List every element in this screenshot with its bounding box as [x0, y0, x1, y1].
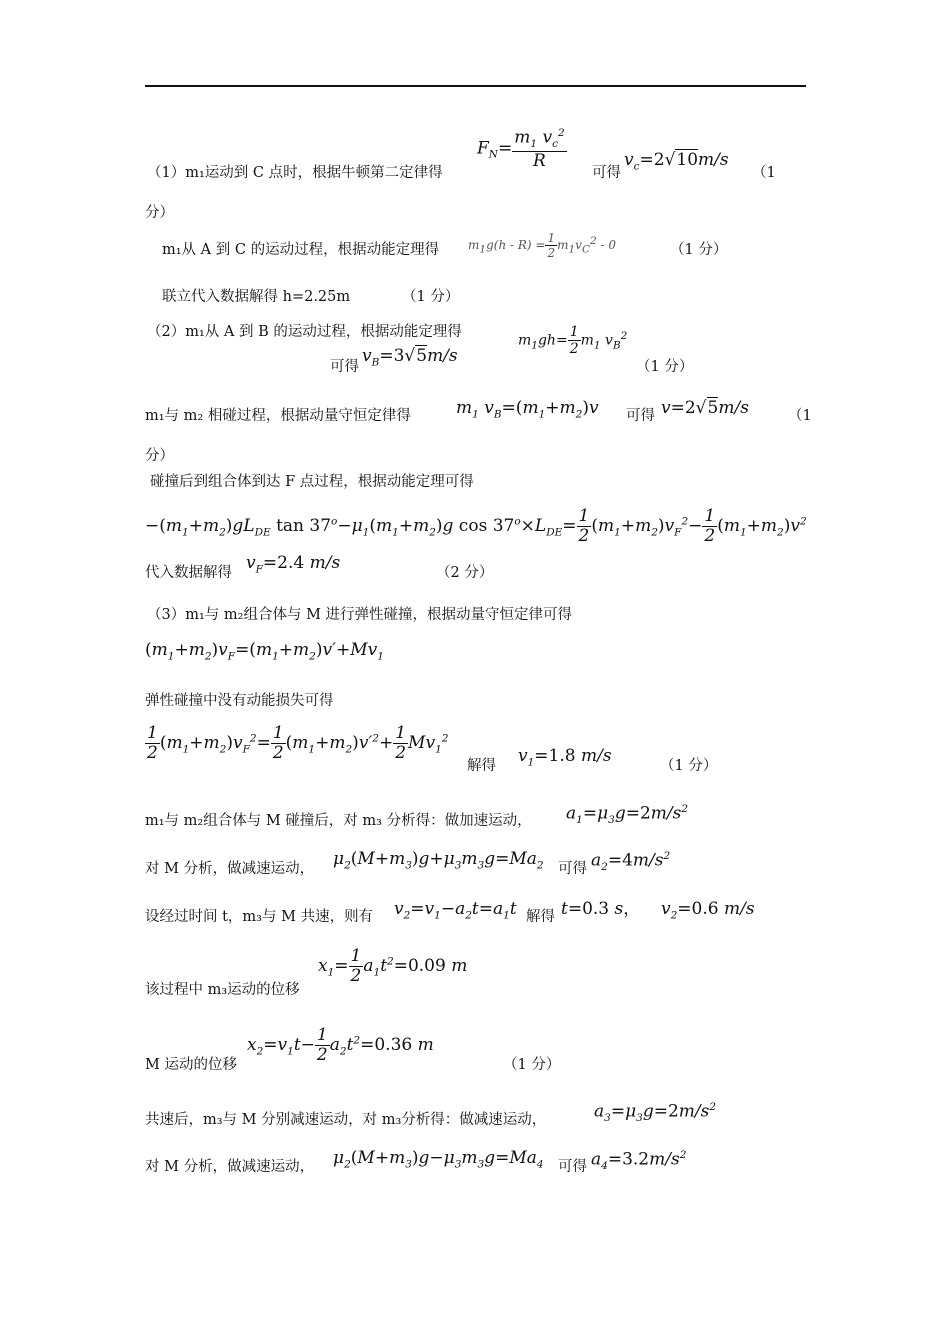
- s3-line1-text: （3）m₁与 m₂组合体与 M 进行弹性碰撞，根据动量守恒定律可得: [147, 607, 573, 623]
- s3-eq-m-analysis-2: $\mu_2(M+m_3)g-\mu_3m_3g=Ma_4$: [333, 1148, 544, 1171]
- s2-line2-text: m₁与 m₂ 相碰过程，根据动量守恒定律得: [145, 408, 411, 424]
- s3-eq-a1: $a_1=\mu_3g=2m/s^2$: [566, 803, 689, 827]
- s2-line1-text: （2）m₁从 A 到 B 的运动过程，根据动能定理得: [147, 324, 462, 340]
- s3-line5-then: 解得: [526, 909, 555, 925]
- s1-line1-text: （1）m₁运动到 C 点时，根据牛顿第二定律得: [147, 165, 443, 181]
- s3-eq-v1: $v_1=1.8$ m/s: [518, 746, 612, 769]
- s3-eq-a4: $a_4=3.2m/s^2$: [591, 1149, 687, 1173]
- s2-eq-energy-ab: $m_1gh=$ $\frac{1}{2}$ $m_1$ $v_B^2$: [518, 324, 628, 357]
- s2-line4-text: 代入数据解得: [145, 565, 232, 581]
- s2-eq-vf: $v_F=2.4$ m/s: [246, 553, 341, 576]
- s2-eq-v: v=2√5m/s: [661, 398, 749, 418]
- s3-eq-a3: $a_3=\mu_3g=2m/s^2$: [594, 1101, 717, 1125]
- s2-line3-text: 碰撞后到组合体到达 F 点过程，根据动能定理可得: [150, 474, 474, 490]
- s3-eq-common-speed: $v_2=v_1-a_2t=a_1t$: [394, 899, 517, 922]
- header-rule: [145, 85, 806, 87]
- s2-line1-then: 可得: [330, 359, 359, 375]
- s1-line1-cont: 分）: [145, 205, 174, 221]
- s3-eq-v2: $v_2=0.6$ m/s: [661, 899, 755, 922]
- s3-eq-a2: $a_2=4m/s^2$: [591, 850, 671, 874]
- s3-line2-then: 解得: [467, 758, 496, 774]
- s3-line8-text: 共速后，m₃与 M 分别减速运动，对 m₃分析得：做减速运动，: [145, 1112, 547, 1128]
- s3-eq-m-analysis-1: $\mu_2(M+m_3)g+\mu_3m_3g=Ma_2$: [333, 849, 544, 872]
- s3-eq-momentum: $(m_1+m_2)v_F=(m_1+m_2)v'+Mv_1$: [145, 640, 384, 663]
- s3-line7-text: M 运动的位移: [145, 1057, 237, 1073]
- s2-line2-score: （1: [788, 408, 812, 424]
- s3-line9-text: 对 M 分析，做减速运动，: [145, 1159, 315, 1175]
- s2-line2-then: 可得: [626, 408, 655, 424]
- s1-eq-vc: $v_c=2√10m/s$: [624, 150, 729, 173]
- s3-line9-then: 可得: [558, 1159, 587, 1175]
- s3-line3-text: m₁与 m₂组合体与 M 碰撞后，对 m₃ 分析得：做加速运动，: [145, 813, 532, 829]
- s1-line2-text: m₁从 A 到 C 的运动过程，根据动能定理得: [162, 242, 440, 258]
- s3-line4-text: 对 M 分析，做减速运动，: [145, 861, 315, 877]
- s2-line1-score: （1 分）: [636, 359, 694, 375]
- s3-eq-x1: $x_1=$ $\frac{1}{2}$ $a_1t^2=0.09$ m: [318, 946, 468, 986]
- s3-line7-score: （1 分）: [503, 1057, 561, 1073]
- s2-eq-vb: $v_B=3√5m/s$: [362, 346, 458, 369]
- s1-line3-score: （1 分）: [402, 289, 460, 305]
- s1-line3-text: 联立代入数据解得 h=2.25m: [162, 289, 351, 305]
- s3-line5-text: 设经过时间 t，m₃与 M 共速，则有: [145, 909, 374, 925]
- s1-eq-energy: $m_1g(h - R)$ = $\frac{1}{2}$ $m_1v_C^2 - 0$: [468, 231, 617, 260]
- s2-line4-score: （2 分）: [436, 565, 494, 581]
- s2-eq-momentum: $m_1$ $v_B=(m_1+m_2)v$: [456, 398, 599, 421]
- s3-line6-text: 该过程中 m₃运动的位移: [145, 982, 300, 998]
- s1-eq-newton: $F_N=$ $\frac{m_1 v_c^2}{R}$: [477, 127, 565, 171]
- s2-line2-cont: 分）: [145, 448, 174, 464]
- s1-line1-score: （1: [752, 165, 776, 181]
- s3-eq-elastic: $\frac{1}{2}$ $(m_1+m_2)v_F^2=$ $\frac{1}{2}$ $(m_1+m_2)v'^2+$ $\frac{1}{2}$ $Mv_1^2$: [147, 723, 449, 763]
- s1-line1-then: 可得: [592, 165, 621, 181]
- s3-eq-t: t=0.3 s，: [561, 899, 641, 919]
- s3-eq-x2: $x_2=v_1t-$ $\frac{1}{2}$ $a_2t^2=0.36$ m: [247, 1025, 434, 1065]
- s2-eq-energy-df: $-(m_1+m_2)gL_{DE}$ $\tan 37^o-\mu_1(m_1+m_2)g$ $\cos 37^o\times L_{DE}=$ $\frac{1}{2}$ $(m_1+m_2)v_F^2-$ $\frac{1}{2}$ $(m_1+m_2)v^2$: [145, 506, 807, 546]
- s3-line2-text: 弹性碰撞中没有动能损失可得: [145, 693, 334, 709]
- s3-line2-score: （1 分）: [660, 758, 718, 774]
- s3-line4-then: 可得: [558, 861, 587, 877]
- s1-line2-score: （1 分）: [670, 242, 728, 258]
